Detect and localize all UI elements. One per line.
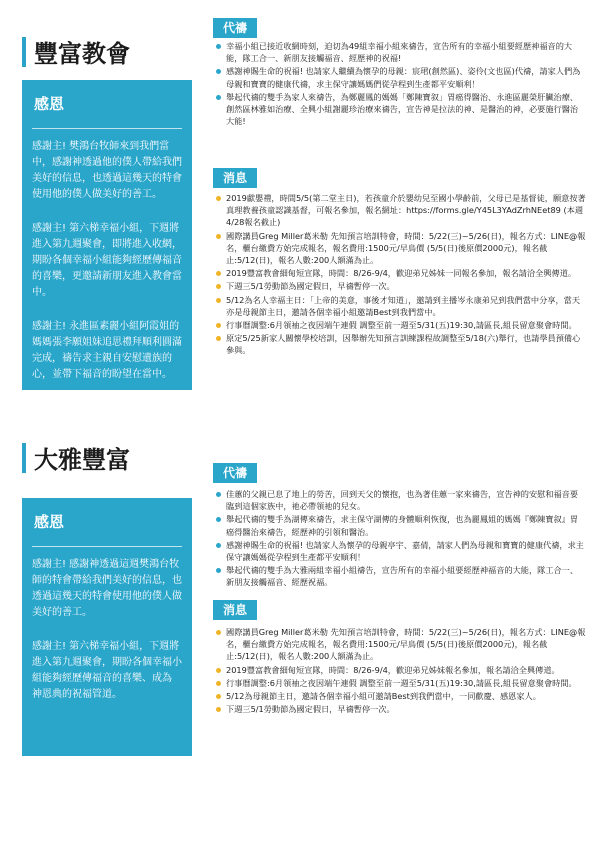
list-item: 5/12為名人幸福主日：「上帝的美意，事後才知道」，邀請到主播岑永康弟兄到我們當中分享，當天亦是母親節主日，邀請各個幸福小組邀請Best到我們當中。	[212, 294, 586, 318]
list-item: 感謝神賜生命的祝福! 也請家人繼續為懷孕的母親：宸珺(創然區)、姿伶(文也區)代禱，請家人們為母親和寶寶的健康代禱，求主保守讓媽媽們從孕程到生產都平安順利！	[212, 65, 586, 89]
church-name: 大雅豐富	[34, 446, 130, 474]
pray-label-1: 代禱	[213, 18, 257, 38]
list-item: 國際講員Greg Miller葛米勒 先知預言培訓特會，時間：5/22(三)~5/26(日)，報名方式：LINE@報名，櫃台繳費方始完成報名，報名費用:1500元/早鳥價 (5/5(日)後原價2000元)，報名截止:5/12(日)，報名人數:200人額滿為止。	[212, 626, 586, 663]
list-item: 原定5/25新家人關懷學校培訓，因舉辦先知預言訓練課程故調整至5/18(六)舉行，也請學員預備心參與。	[212, 332, 586, 356]
list-item: 2019獻嬰禮，時間5/5(第二堂主日)，若孩童介於嬰幼兒至國小學齡前，父母已是基督徒，願意按著真理教養孩童認識基督，可報名參加，報名網址：https://forms.gle/Y45L3YAdZrhNEet89 (本週4/28報名截止)	[212, 192, 586, 229]
thanks-text: 感謝主! 第六梯幸福小組，下週將進入第九週聚會，期盼各個幸福小組能夠經歷傳福音的喜樂、成為 神恩典的祝福管道。	[32, 641, 182, 700]
church-name: 豐富教會	[34, 40, 130, 68]
thanks-text: 感謝主! 第六梯幸福小組，下週將進入第九週聚會，即將進入收網，期盼各個幸福小組能夠經歷傳福音的喜樂，更邀請新朋友進入教會當中。	[32, 223, 182, 298]
news-list-2	[212, 626, 586, 716]
list-item: 行事曆調整:6月領袖之夜因端午連假 調整至前一週至5/31(五)19:30,請區長,組長留意聚會時間。	[212, 319, 586, 331]
thanks-title: 感恩	[34, 513, 65, 531]
list-item: 下週三5/1勞動節為國定假日，早禱暫停一次。	[212, 280, 586, 292]
title-accent-bar	[22, 37, 26, 67]
list-item: 舉起代禱的雙手為大雅兩組幸福小組禱告，宣告所有的幸福小組要經歷神福音的大能，隊工合一、新朋友接觸福音、經歷祝福。	[212, 564, 586, 588]
list-item: 舉起代禱的雙手為湖傳來禱告，求主保守湖傳的身體順利恢復，也為麗鳳姐的媽媽『鄭陳寶叙』胃癌得醫治來禱告，經歷神的引領和醫治。	[212, 513, 586, 537]
pray-list-2	[212, 488, 586, 590]
pray-list-1	[212, 40, 586, 128]
list-item: 2019豐富教會細甸短宣隊，時間：8/26-9/4，歡迎弟兄姊妹一同報名參加，報名請洽全興傳道。	[212, 267, 586, 279]
list-item: 2019豐富教會細甸短宣隊，時間：8/26-9/4，歡迎弟兄姊妹報名參加，報名請洽全興傳道。	[212, 664, 586, 676]
news-label-1: 消息	[213, 168, 257, 188]
list-item: 行事曆調整:6月領袖之夜因端午連假 調整至前一週至5/31(五)19:30,請區長,組長留意聚會時間。	[212, 677, 586, 689]
divider	[32, 128, 182, 129]
thanks-text: 感謝主! 感謝神透過這週樊鴻台牧師的特會帶給我們美好的信息，也透過這幾天的特會使用他的僕人做美好的善工。	[32, 559, 182, 618]
thanks-text: 感謝主! 永進區素麗小組阿霞姐的媽媽張李願姐妹追思禮拜順利圓滿完成，禱告求主親自安慰遺族的心，並帶下福音的盼望在當中。	[32, 321, 182, 380]
divider	[32, 546, 182, 547]
thanks-title: 感恩	[34, 95, 65, 113]
list-item: 舉起代禱的雙手為家人來禱告，為鄭麗鳳的媽媽「鄭陳寶叙」胃癌得醫治、永進區麗榮肝臟治療、創然區林雅如治療、全興小組謝麗珍治療來禱告，宣告神是拉法的神、是醫治的神，必要施行醫治大能!	[212, 91, 586, 128]
list-item: 幸福小組已接近收網時刻，迫切為49組幸福小組來禱告，宣告所有的幸福小組要經歷神福音的大能，隊工合一、新朋友接觸福音、經歷神的祝福!	[212, 40, 586, 64]
news-label-2: 消息	[213, 600, 257, 620]
church-title-1	[22, 34, 130, 69]
list-item: 國際講員Greg Miller葛米勒 先知預言培訓特會，時間：5/22(三)~5/26(日)，報名方式：LINE@報名，櫃台繳費方始完成報名，報名費用:1500元/早鳥價 (5/5(日)後原價2000元)，報名截止:5/12(日)，報名人數:200人額滿為止。	[212, 230, 586, 267]
list-item: 佳蕙的父親已息了地上的勞苦，回到天父的懷抱，也為著佳蕙一家來禱告，宣告神的安慰和福音要臨到這個家族中，祂必帶領祂的兒女。	[212, 488, 586, 512]
list-item: 感謝神賜生命的祝福! 也請家人為懷孕的母親亭宇、嘉倩，請家人們為母親和寶寶的健康代禱，求主保守讓媽媽從孕程到生產都平安順利！	[212, 539, 586, 563]
thanks-box-1	[22, 80, 192, 390]
pray-label-2: 代禱	[213, 463, 257, 483]
news-list-1	[212, 192, 586, 358]
thanks-box-2	[22, 498, 192, 756]
church-title-2	[22, 440, 130, 475]
list-item: 下週三5/1勞動節為國定假日，早禱暫停一次。	[212, 703, 586, 715]
title-accent-bar	[22, 443, 26, 473]
list-item: 5/12為母親節主日，邀請各個幸福小組可邀請Best到我們當中，一同歡慶、感恩家人。	[212, 690, 586, 702]
thanks-text: 感謝主! 樊鴻台牧師來到我們當中，感謝神透過他的僕人帶給我們美好的信息，也透過這幾天的特會使用他的僕人做美好的善工。	[32, 141, 182, 200]
